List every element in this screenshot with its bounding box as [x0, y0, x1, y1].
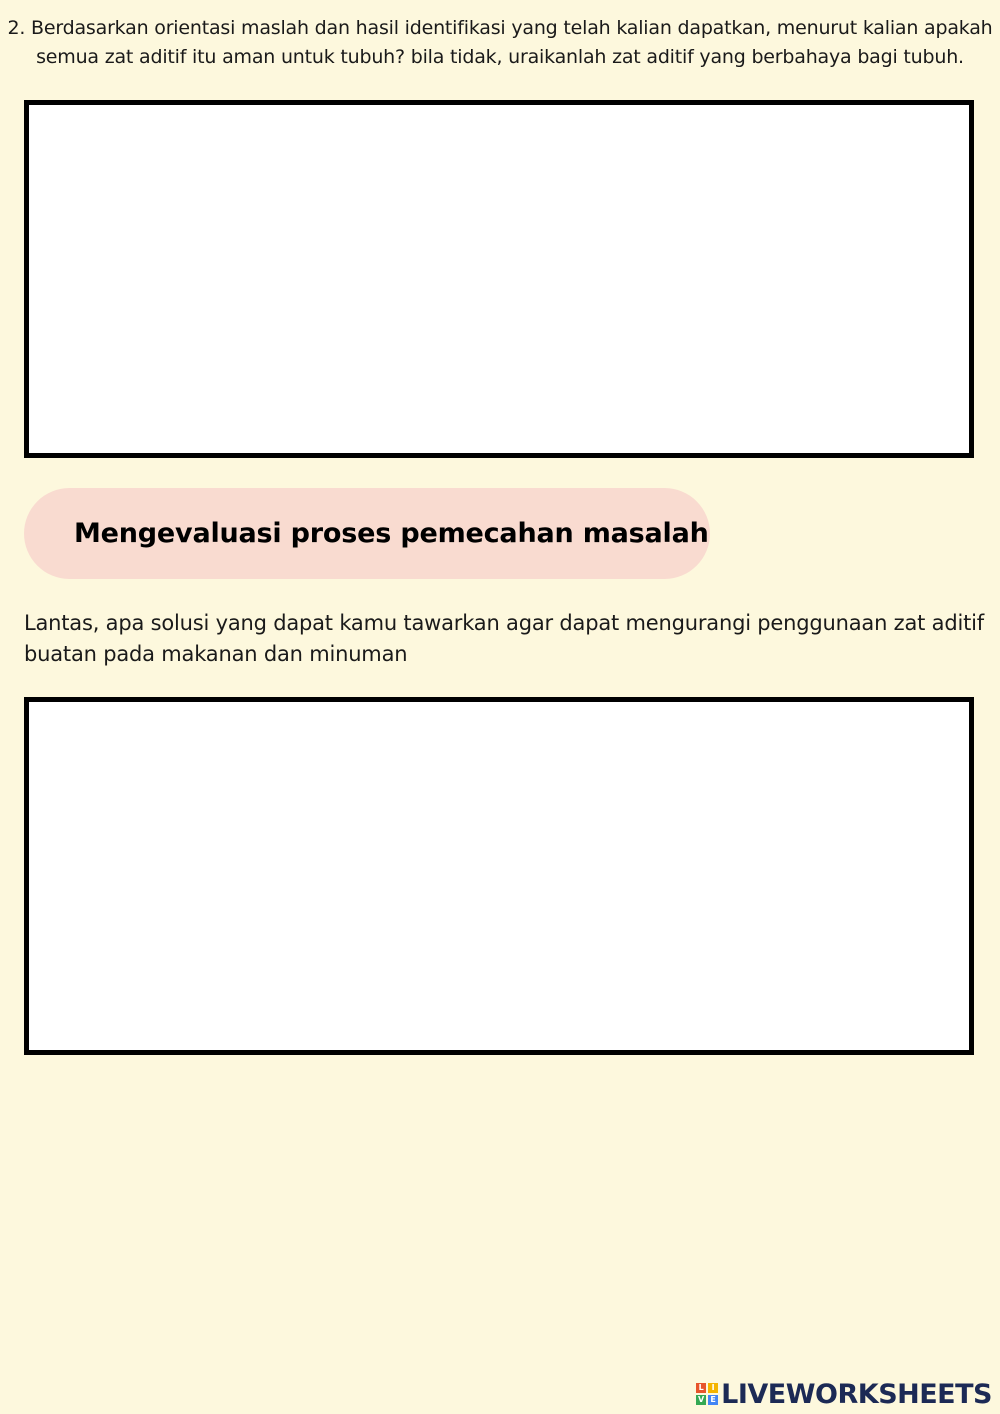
answer-box-2[interactable] — [24, 697, 974, 1055]
logo-tile-i: I — [708, 1383, 718, 1393]
prompt-line-1: Lantas, apa solusi yang dapat kamu tawarkan agar dapat mengurangi penggunaan zat aditif — [24, 611, 984, 635]
section-title: Mengevaluasi proses pemecahan masalah — [74, 518, 709, 549]
logo-mark-icon — [696, 1383, 718, 1405]
question-line-2: semua zat aditif itu aman untuk tubuh? bila tidak, uraikanlah zat aditif yang berbahaya bagi tubuh. — [36, 46, 964, 68]
logo-tile-v: V — [698, 1395, 705, 1404]
logo-tile-e: E — [708, 1395, 718, 1405]
liveworksheets-logo — [696, 1378, 992, 1410]
question-text — [0, 14, 1000, 72]
section-header — [24, 488, 710, 579]
prompt-line-2: buatan pada makanan dan minuman — [24, 642, 408, 666]
logo-tile-l: L — [696, 1383, 706, 1393]
question-line-1: 2. Berdasarkan orientasi maslah dan hasil identifikasi yang telah kalian dapatkan, menurut kalian apakah — [7, 17, 993, 39]
answer-box-1[interactable] — [24, 100, 974, 458]
solution-prompt — [24, 608, 984, 670]
logo-text: LIVEWORKSHEETS — [721, 1378, 992, 1410]
